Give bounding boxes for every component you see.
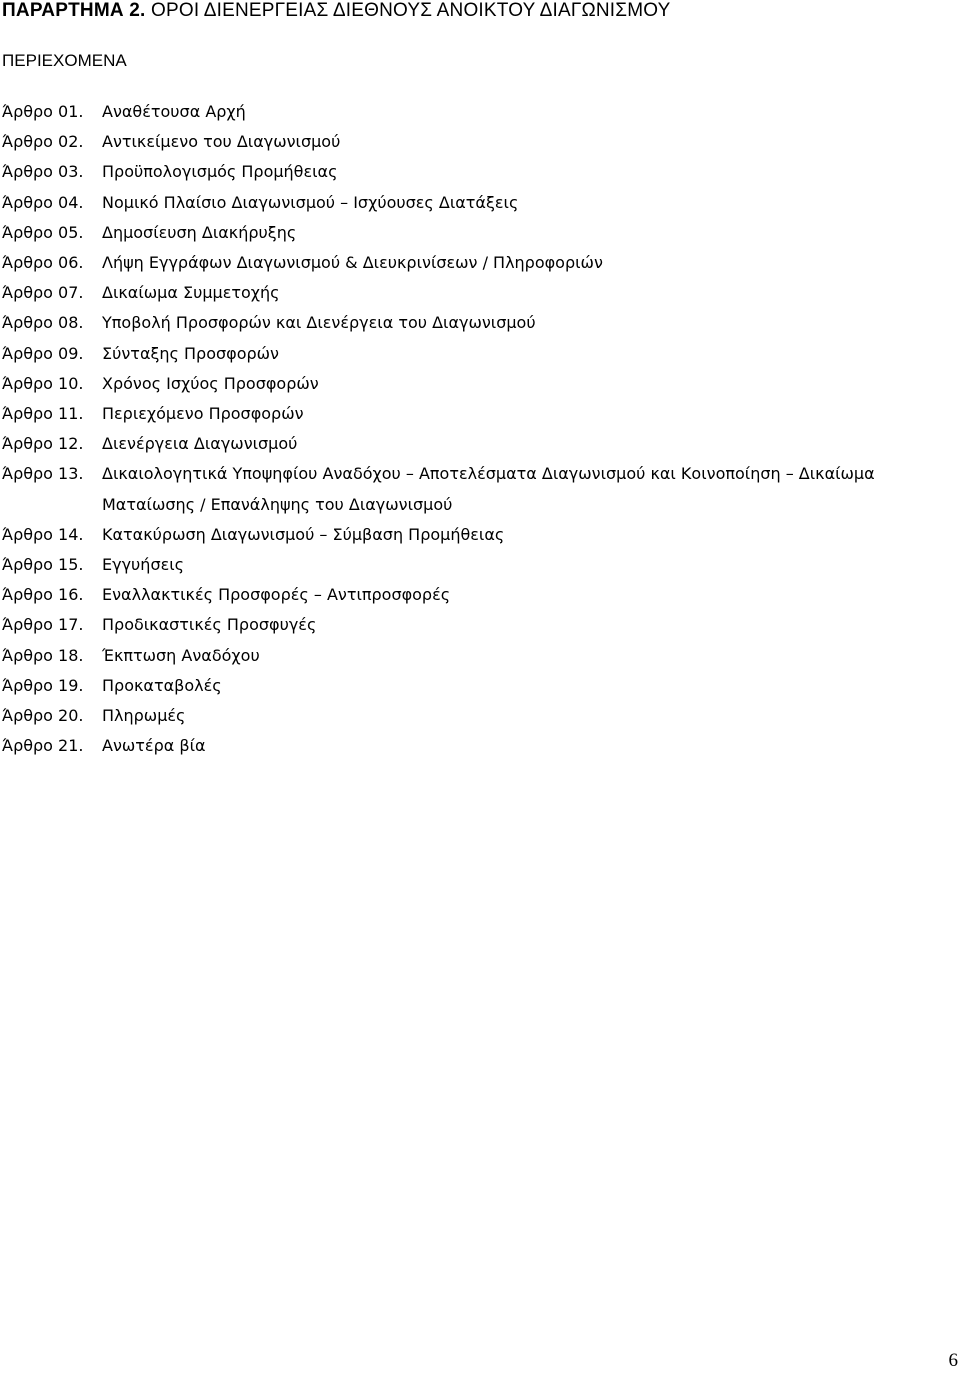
toc-item (2, 218, 952, 248)
toc-item (2, 127, 952, 157)
article-number: Άρθρο 20. (2, 706, 84, 726)
toc-item (2, 731, 952, 761)
page-title (2, 0, 671, 22)
article-number: Άρθρο 18. (2, 645, 84, 665)
toc-item (2, 369, 952, 399)
toc-item (2, 610, 952, 640)
article-number: Άρθρο 01. (2, 102, 84, 121)
toc-item (2, 459, 952, 519)
article-title: Έκπτωση Αναδόχου (102, 645, 260, 665)
contents-heading: ΠΕΡΙΕΧΟΜΕΝΑ (2, 51, 127, 70)
article-number: Άρθρο 02. (2, 132, 84, 152)
toc-item (2, 671, 952, 701)
article-number: Άρθρο 14. (2, 524, 84, 544)
article-title: Εγγυήσεις (102, 555, 185, 575)
article-number: Άρθρο 07. (2, 283, 84, 303)
article-title: Νομικό Πλαίσιο Διαγωνισμού – Ισχύουσες Διατάξεις (102, 192, 519, 212)
article-number: Άρθρο 05. (2, 222, 84, 242)
toc-item (2, 399, 952, 429)
article-number: Άρθρο 12. (2, 434, 84, 454)
article-title: Ανωτέρα βία (102, 736, 206, 756)
article-number: Άρθρο 03. (2, 162, 84, 182)
article-title: Δικαιολογητικά Υποψηφίου Αναδόχου – Αποτελέσματα Διαγωνισμού και Κοινοποίηση – Δικαίωμα Ματαίωσης / Επανάληψης του Διαγωνισμού (102, 464, 875, 514)
toc-item (2, 308, 952, 338)
article-title: Προδικαστικές Προσφυγές (102, 615, 317, 635)
toc-item (2, 550, 952, 580)
article-title: Χρόνος Ισχύος Προσφορών (102, 373, 319, 393)
article-number: Άρθρο 15. (2, 555, 84, 575)
article-title: Προκαταβολές (102, 675, 222, 695)
toc-item (2, 248, 952, 278)
article-title: Πληρωμές (102, 706, 186, 726)
article-number: Άρθρο 21. (2, 736, 84, 756)
toc-item (2, 97, 952, 127)
annex-label: ΠΑΡΑΡΤΗΜΑ 2. (2, 0, 146, 21)
toc-item (2, 641, 952, 671)
article-title: Διενέργεια Διαγωνισμού (102, 434, 298, 454)
toc-item (2, 429, 952, 459)
article-number: Άρθρο 17. (2, 615, 84, 635)
article-number: Άρθρο 08. (2, 313, 84, 333)
article-number: Άρθρο 19. (2, 675, 84, 695)
toc-item (2, 339, 952, 369)
toc-item (2, 188, 952, 218)
article-title: Αντικείμενο του Διαγωνισμού (102, 132, 341, 152)
article-title: Δημοσίευση Διακήρυξης (102, 222, 297, 242)
article-title: Λήψη Εγγράφων Διαγωνισμού & Διευκρινίσεων / Πληροφοριών (102, 253, 603, 273)
toc-item (2, 520, 952, 550)
article-title: Δικαίωμα Συμμετοχής (102, 283, 280, 303)
article-number: Άρθρο 04. (2, 192, 84, 212)
article-title: Αναθέτουσα Αρχή (102, 102, 246, 121)
article-number: Άρθρο 11. (2, 404, 84, 424)
article-title: Προϋπολογισμός Προμήθειας (102, 162, 338, 182)
page-number: 6 (948, 1350, 958, 1371)
article-title: Εναλλακτικές Προσφορές – Αντιπροσφορές (102, 585, 451, 605)
toc-item (2, 580, 952, 610)
article-title: Σύνταξης Προσφορών (102, 343, 279, 363)
article-number: Άρθρο 13. (2, 464, 84, 484)
toc-item (2, 701, 952, 731)
article-title: Περιεχόμενο Προσφορών (102, 404, 304, 424)
table-of-contents (2, 97, 952, 761)
toc-item (2, 157, 952, 187)
article-number: Άρθρο 10. (2, 373, 84, 393)
article-number: Άρθρο 06. (2, 253, 84, 273)
article-title: Υποβολή Προσφορών και Διενέργεια του Διαγωνισμού (102, 313, 536, 333)
toc-item (2, 278, 952, 308)
article-title: Κατακύρωση Διαγωνισμού – Σύμβαση Προμήθειας (102, 524, 505, 544)
article-number: Άρθρο 09. (2, 343, 84, 363)
annex-title: ΟΡΟΙ ΔΙΕΝΕΡΓΕΙΑΣ ΔΙΕΘΝΟΥΣ ΑΝΟΙΚΤΟΥ ΔΙΑΓΩΝΙΣΜΟΥ (150, 0, 671, 21)
article-number: Άρθρο 16. (2, 585, 84, 605)
